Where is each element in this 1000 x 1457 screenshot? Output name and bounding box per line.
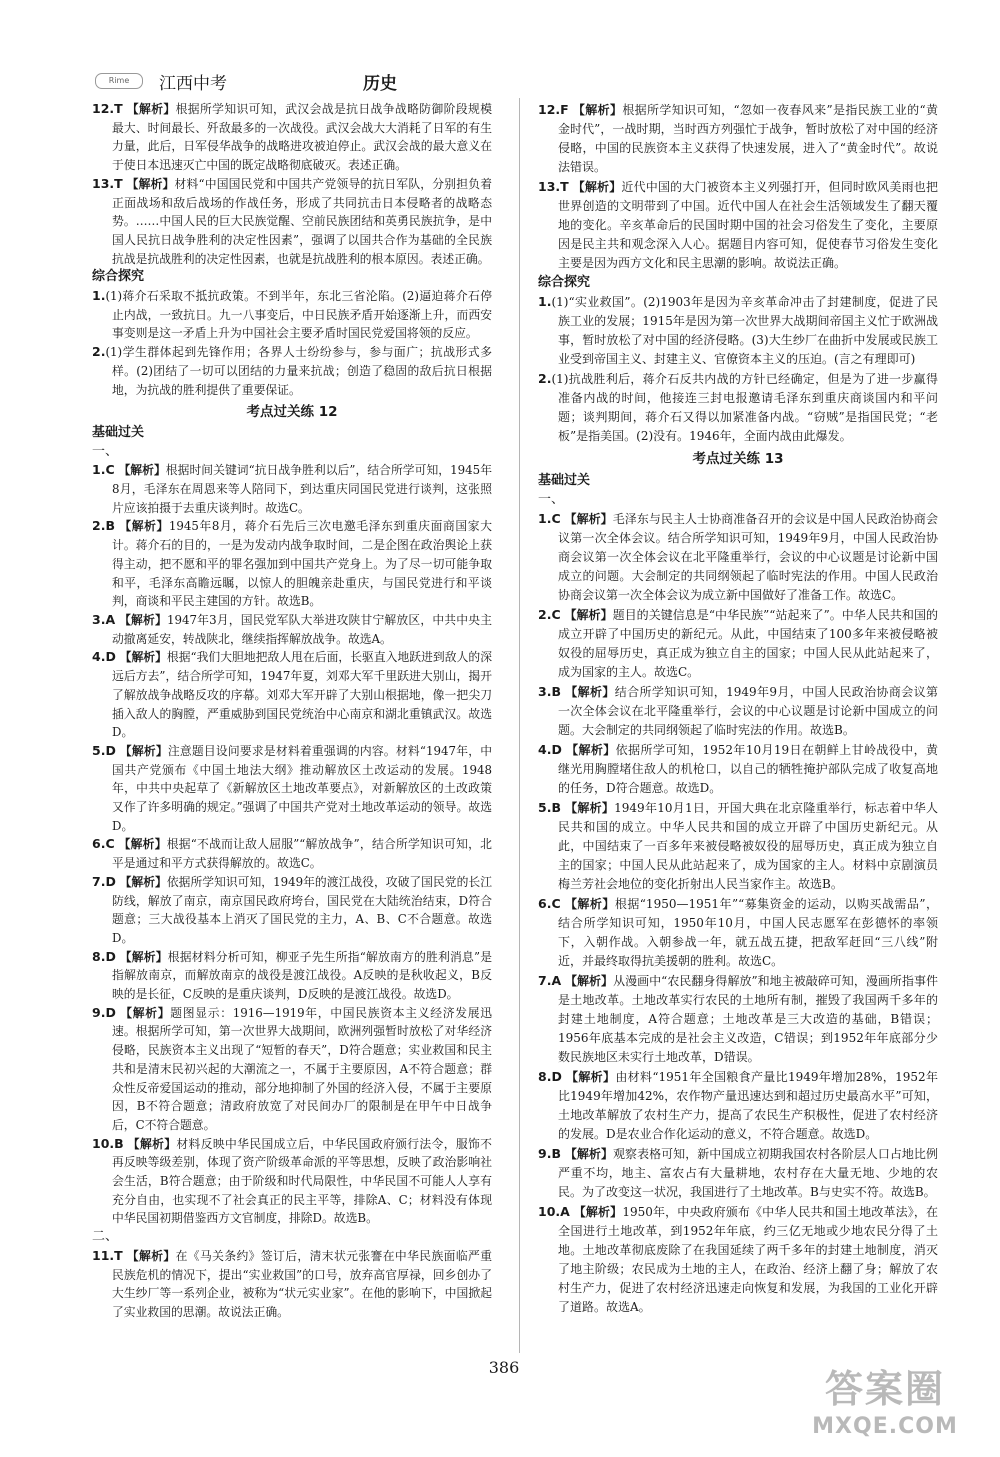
item-number: 6. [92,836,106,852]
analysis-tag: 【解析】 [564,608,613,622]
item-text: 根据所学知识可知，武汉会战是抗日战争战略防御阶段规模最大、时间最长、歼敌最多的一次战役。武汉会战大大消耗了日军的有生力量，此后，日军侵华战争的战略进攻被迫停止。武汉会战的最大意义在于使日本迅速灭亡中国的既定战略彻底破灭。表述正确。 [112,102,492,173]
item-text: 1949年10月1日，开国大典在北京隆重举行，标志着中华人民共和国的成立。中华人民共和国的成立开辟了中国历史新纪元。从此，中国结束了一百多年来被侵略被奴役的屈辱历史，真正成为独立自主的国家；中国人民从此站起来了，成为国家的主人。材料中京剧演员梅兰芳社会地位的变化折射出人民当家作主。故选B。 [558,801,938,891]
answer-item [538,177,938,273]
analysis-tag: 【解析】 [572,180,622,194]
answer-item [92,1004,492,1135]
section-title: 考点过关练 12 [246,404,338,421]
item-answer: D [105,1004,116,1020]
item-number: 13. [538,179,561,194]
item-text: 近代中国的大门被资本主义列强打开，但同时欧风美雨也把世界创造的文明带到了中国。近代中国人在社会生活领域发生了翻天覆地的变化。辛亥革命后的民国时期中国的社会习俗发生了变化，主要原因是民主共和观念深入人心。据题目内容可知，促使春节习俗发生变化主要是因为西方文化和民主思潮的影响。故说法正确。 [558,180,938,270]
item-answer: D [105,873,116,889]
answer-item [92,648,492,742]
item-number: 3. [92,611,106,627]
item-answer: C [105,836,115,852]
item-number: 4. [92,649,106,665]
item-number: 9. [92,1004,106,1020]
item-answer: D [105,742,116,758]
analysis-tag: 【解析】 [126,176,175,191]
item-text: 1950年，中央政府颁布《中华人民共和国土地改革法》，在全国进行土地改革，到1952年年底，约三亿无地或少地农民分得了土地。土地改革彻底废除了在我国延续了两千多年的封建土地制度，消灭了地主阶级；农民成为土地的主人，在政治、经济上翻了身；解放了农村生产力，促进了农村经济迅速走向恢复和发展，为我国的工业化开辟了道路。故选A。 [558,1205,938,1314]
item-text: 1945年8月，蒋介石先后三次电邀毛泽东到重庆面商国家大计。蒋介石的目的，一是为发动内战争取时间，二是企图在政治舆论上获得主动，把不愿和平的罪名强加到中国共产党身上。为了尽一切可能争取和平，毛泽东高瞻远瞩，以惊人的胆魄亲赴重庆，与国民党进行和平谈判，商谈和平民主建国的方针。故选B。 [112,519,492,609]
item-number: 8. [92,948,106,964]
answer-item [538,292,938,369]
answer-item [92,835,492,872]
answer-item [92,1247,492,1322]
analysis-tag: 【解析】 [118,837,167,852]
analysis-tag: 【解析】 [573,1205,623,1219]
item-number: 2. [92,344,106,360]
subsection-marker: 二、 [92,1229,119,1245]
item-number: 2. [92,518,106,534]
analysis-tag: 【解析】 [118,463,166,478]
item-text: 毛泽东与民主人士协商准备召开的会议是中国人民政治协商会议第一次全体会议。结合所学知识可知，1949年9月，中国人民政治协商会议第一次全体会议在北平隆重举行，会议的中心议题是讨论新中国成立的问题。大会制定的共同纲领起了临时宪法的作用。中国人民政治协商会议第一次全体会议为成立新中国做好了准备工作。故选C。 [558,512,938,602]
answer-item [92,517,492,611]
item-text: 根据所学知识可知，“忽如一夜春风来”是指民族工业的“黄金时代”，一战时期，当时西方列强忙于战争，暂时放松了对中国的经济侵略，中国的民族资本主义获得了快速发展，进入了“黄金时代”。故说法错误。 [558,103,938,174]
item-answer: A [105,611,116,627]
item-answer: B [551,684,561,699]
analysis-tag: 【解析】 [564,512,613,526]
item-answer: D [105,948,116,964]
item-number: 8. [538,1069,552,1084]
subsection-marker: 一、 [538,492,565,507]
answer-item [538,971,938,1067]
analysis-tag: 【解析】 [566,1070,616,1084]
item-number: 5. [92,742,106,758]
answer-item [92,100,492,175]
item-answer: F [560,102,569,117]
answer-item [538,100,938,177]
right-column [538,100,938,1317]
item-number: 11. [92,1247,115,1263]
item-number: 7. [538,973,552,988]
item-answer: B [551,1146,561,1161]
item-answer: D [551,742,562,757]
item-text: 根据“不战而让敌人屈服”“解放战争”，结合所学知识可知，北平是通过和平方式获得解放的。故选C。 [112,837,492,871]
item-number: 4. [538,742,552,757]
item-answer: B [105,518,115,534]
answer-item [92,611,492,648]
item-text: 从漫画中“农民翻身得解放”和地主被敲碎可知，漫画所指事件是土地改革。土地改革实行农民的土地所有制，摧毁了我国两千多年的封建土地制度，A符合题意；土地改革是三大改造的基础，B错误；1956年底基本完成的是社会主义改造，C错误；到1952年年底部分少数民族地区未实行土地改革，D错误。 [558,974,938,1064]
publisher-logo: Rime [95,73,143,89]
item-answer: C [551,896,561,911]
section-title: 考点过关练 13 [692,451,784,467]
item-text: (1)蒋介石采取不抵抗政策。不到半年，东北三省沦陷。(2)逼迫蒋介石停止内战，一致抗日。九一八事变后，中日民族矛盾开始逐渐上升，而西安事变则是这一矛盾上升为中国社会主要矛盾时国民党爱国将领的反应。 [105,289,492,341]
item-text: 材料反映中华民国成立后，中华民国政府颁行法令，服饰不再反映等级差别，体现了资产阶级革命派的平等思想，反映了政治影响社会生活，B符合题意；由于阶级和时代局限性，中华民国不可能人人享有充分自由，也实现不了社会真正的民主平等，排除A、C；材料没有体现中华民国初期借鉴西方文官制度，排除D。故选B。 [112,1136,492,1226]
answer-item [538,682,938,740]
analysis-tag: 【解析】 [119,949,168,964]
item-number: 12. [538,102,561,117]
answer-item [92,175,492,269]
item-text: 依据所学可知，1952年10月19日在朝鲜上甘岭战役中，黄继光用胸膛堵住敌人的机枪口，以自己的牺牲掩护部队完成了收复高地的任务，D符合题意。故选D。 [558,743,938,795]
subject-label: 历史 [363,73,397,94]
item-answer: T [114,1247,123,1263]
answer-item [538,1202,938,1317]
answer-item [538,369,938,446]
answer-item [92,1135,492,1229]
answer-item [538,1067,938,1144]
section-heading: 综合探究 [92,269,145,285]
item-text: 根据“我们大胆地把敌人甩在后面，长驱直入地跃进到敌人的深远后方去”，结合所学可知，1947年夏，刘邓大军千里跃进大别山，揭开了解放战争战略反攻的序幕。刘邓大军开辟了大别山根据地，像一把尖刀插入敌人的胸膛，严重威胁到国民党统治中心南京和湖北重镇武汉。故选D。 [112,650,492,740]
page-number: 386 [488,1358,520,1377]
item-number: 7. [92,873,106,889]
item-text: 根据时间关键词“抗日战争胜利以后”，结合所学可知，1945年8月，毛泽东在周恩来等人陪同下，到达重庆同国民党进行谈判，这张照片应该拍摄于去重庆谈判时。故选C。 [112,463,492,515]
watermark [780,1365,990,1450]
answer-item [92,343,492,399]
analysis-tag: 【解析】 [126,1248,176,1263]
analysis-tag: 【解析】 [566,743,616,757]
analysis-tag: 【解析】 [564,1147,613,1161]
item-text: 材料“中国国民党和中国共产党领导的抗日军队，分别担负着正面战场和敌后战场的作战任务，形成了共同抗击日本侵略者的战略态势。……中国人民的巨大民族觉醒、空前民族团结和英勇民族抗争，是中国人民抗日战争胜利的决定性因素”，强调了以国共合作为基础的全民族抗战是抗战胜利的决定性因素，也就是抗战胜利的根本原因。表述正确。 [112,176,492,266]
item-text: 观察表格可知，新中国成立初期我国农村各阶层人口占地比例严重不均，地主、富农占有大量耕地，农村存在大量无地、少地的农民。为了改变这一状况，我国进行了土地改革。B与史实不符。故选B。 [558,1147,938,1199]
watermark-title: 答案圈 [824,1367,945,1411]
answer-item [92,287,492,343]
analysis-tag: 【解析】 [119,650,167,665]
item-text: (1)“实业救国”。(2)1903年是因为辛亥革命冲击了封建制度，促进了民族工业的发展；1915年是因为第一次世界大战期间帝国主义忙于欧洲战事，暂时放松了对中国的经济侵略。(3)大生纱厂在曲折中发展或民族工业受到帝国主义、封建主义、官僚资本主义的压迫。(言之有理即可) [551,295,938,366]
analysis-tag: 【解析】 [120,1005,171,1020]
column-divider [519,98,520,1353]
item-text: 根据材料分析可知，柳亚子先生所指“解放南方的胜利消息”是指解放南京，而解放南京的战役是渡江战役。A反映的是秋收起义，B反映的是长征，C反映的是重庆谈判，D反映的是渡江战役。故选D。 [112,949,492,1002]
item-answer: B [114,1135,124,1151]
item-number: 10. [538,1204,561,1219]
item-number: 3. [538,684,552,699]
item-number: 10. [92,1135,115,1151]
item-text: 在《马关条约》签订后，清末状元张謇在中华民族面临严重民族危机的情况下，提出“实业救国”的口号，放弃高官厚禄，回乡创办了大生纱厂等一系列企业，被称为“状元实业家”。在他的影响下，中国掀起了实业救国的思潮。故说法正确。 [112,1248,492,1319]
item-answer: T [114,175,123,191]
analysis-tag: 【解析】 [564,974,614,988]
answer-item [92,742,492,836]
analysis-tag: 【解析】 [119,612,167,627]
answer-item [538,509,938,605]
item-text: (1)学生群体起到先锋作用；各界人士纷纷参与，参与面广；抗战形式多样。(2)团结了一切可以团结的力量来抗战；创造了稳固的敌后抗日根据地，为抗战的胜利提供了重要保证。 [105,345,492,397]
item-answer: C [551,511,561,526]
item-text: 根据“1950—1951年”“募集资金的运动，以购买战需品”，结合所学知识可知，1950年10月，中国人民志愿军在彭德怀的率领下，入朝作战。入朝参战一年，就五战五捷，把敌军赶回“三八线”附近，并最终取得抗美援朝的胜利。故选C。 [558,897,938,968]
item-answer: B [551,800,561,815]
section-heading: 基础过关 [92,424,145,440]
book-title: 江西中考 [159,73,227,94]
answer-item [92,948,492,1004]
item-answer: T [114,101,123,116]
item-number: 1. [92,462,106,478]
item-number: 2. [538,607,552,622]
analysis-tag: 【解析】 [564,897,615,911]
analysis-tag: 【解析】 [565,685,615,699]
left-column [92,100,492,1322]
item-text: 依据所学知识可知，1949年的渡江战役，攻破了国民党的长江防线，解放了南京，南京国民政府垮台，国民党在大陆统治结束，D符合题意；三大战役基本上消灭了国民党的主力，A、B、C不合题意。故选D。 [112,874,492,945]
answer-item [538,894,938,971]
item-text: (1)抗战胜利后，蒋介石反共内战的方针已经确定，但是为了进一步赢得准备内战的时间，他接连三封电报邀请毛泽东到重庆商谈国内和平问题；谈判期间，蒋介石又得以加紧准备内战。“窃贼”是指国民党；“老板”是指美国。(2)没有。1946年，全面内战由此爆发。 [551,372,938,443]
item-number: 6. [538,896,552,911]
analysis-tag: 【解析】 [565,801,615,815]
item-number: 12. [92,101,115,116]
analysis-tag: 【解析】 [126,102,176,116]
item-number: 9. [538,1146,552,1161]
item-number: 5. [538,800,552,815]
analysis-tag: 【解析】 [572,103,623,117]
answer-item [538,740,938,798]
item-answer: A [551,973,562,988]
item-number: 13. [92,175,115,191]
answer-item [92,873,492,948]
item-number: 1. [538,294,552,309]
section-heading: 基础过关 [538,473,591,488]
item-number: 1. [92,288,106,304]
item-text: 结合所学知识可知，1949年9月，中国人民政治协商会议第一次全体会议在北平隆重举行，会议的中心议题是讨论新中国成立的问题。大会制定的共同纲领起了临时宪法的作用。故选B。 [558,685,938,737]
answer-item [538,605,938,682]
watermark-url: MXQE.COM [812,1414,958,1439]
item-text: 题目的关键信息是“中华民族”“站起来了”。中华人民共和国的成立开辟了中国历史的新纪元。从此，中国结束了100多年来被侵略被奴役的屈辱历史，真正成为独立自主的国家；中国人民从此站起来了，成为国家的主人。故选C。 [558,608,938,679]
item-answer: D [551,1069,562,1084]
analysis-tag: 【解析】 [127,1136,177,1151]
item-text: 题图显示：1916—1919年，中国民族资本主义经济发展迅速。根据所学可知，第一次世界大战期间，欧洲列强暂时放松了对华经济侵略，民族资本主义出现了“短暂的春天”，D符合题意；实业救国和民主共和是清末民初兴起的大潮流之一，不属于主要原因，A不符合题意；群众性反帝爱国运动的推动，部分地抑制了外国的经济入侵，不属于主要原因，B不符合题意；清政府放宽了对民间办厂的限制是在甲午中日战争后，C不符合题意。 [112,1005,492,1132]
analysis-tag: 【解析】 [119,743,168,758]
answer-item [92,461,492,517]
answer-item [538,1144,938,1202]
item-answer: C [105,462,115,478]
item-text: 注意题目设问要求是材料着重强调的内容。材料“1947年，中国共产党颁布《中国土地法大纲》推动解放区土改运动的发展。1948年，中共中央起草了《新解放区土地改革要点》，对新解放区的土改政策又作了许多明确的规定。”强调了中国共产党对土地改革运动的领导。故选D。 [112,743,493,833]
item-number: 2. [538,371,552,386]
subsection-marker: 一、 [92,443,119,459]
analysis-tag: 【解析】 [119,874,167,889]
analysis-tag: 【解析】 [119,519,169,534]
item-text: 由材料“1951年全国粮食产量比1949年增加28%，1952年比1949年增加42%，农作物产量迅速达到和超过历史最高水平”可知，土地改革解放了农村生产力，提高了农民生产积极性，促进了农村经济的发展。D是农业合作化运动的意义，不符合题意。故选D。 [558,1070,938,1141]
section-heading: 综合探究 [538,275,591,290]
answer-item [538,798,938,894]
item-text: 1947年3月，国民党军队大举进攻陕甘宁解放区，中共中央主动撤离延安，转战陕北，继续指挥解放战争。故选A。 [112,612,492,646]
page-header [95,66,515,96]
item-answer: T [560,179,569,194]
item-answer: C [551,607,561,622]
item-answer: D [105,649,116,665]
item-answer: A [560,1204,570,1219]
item-number: 1. [538,511,552,526]
